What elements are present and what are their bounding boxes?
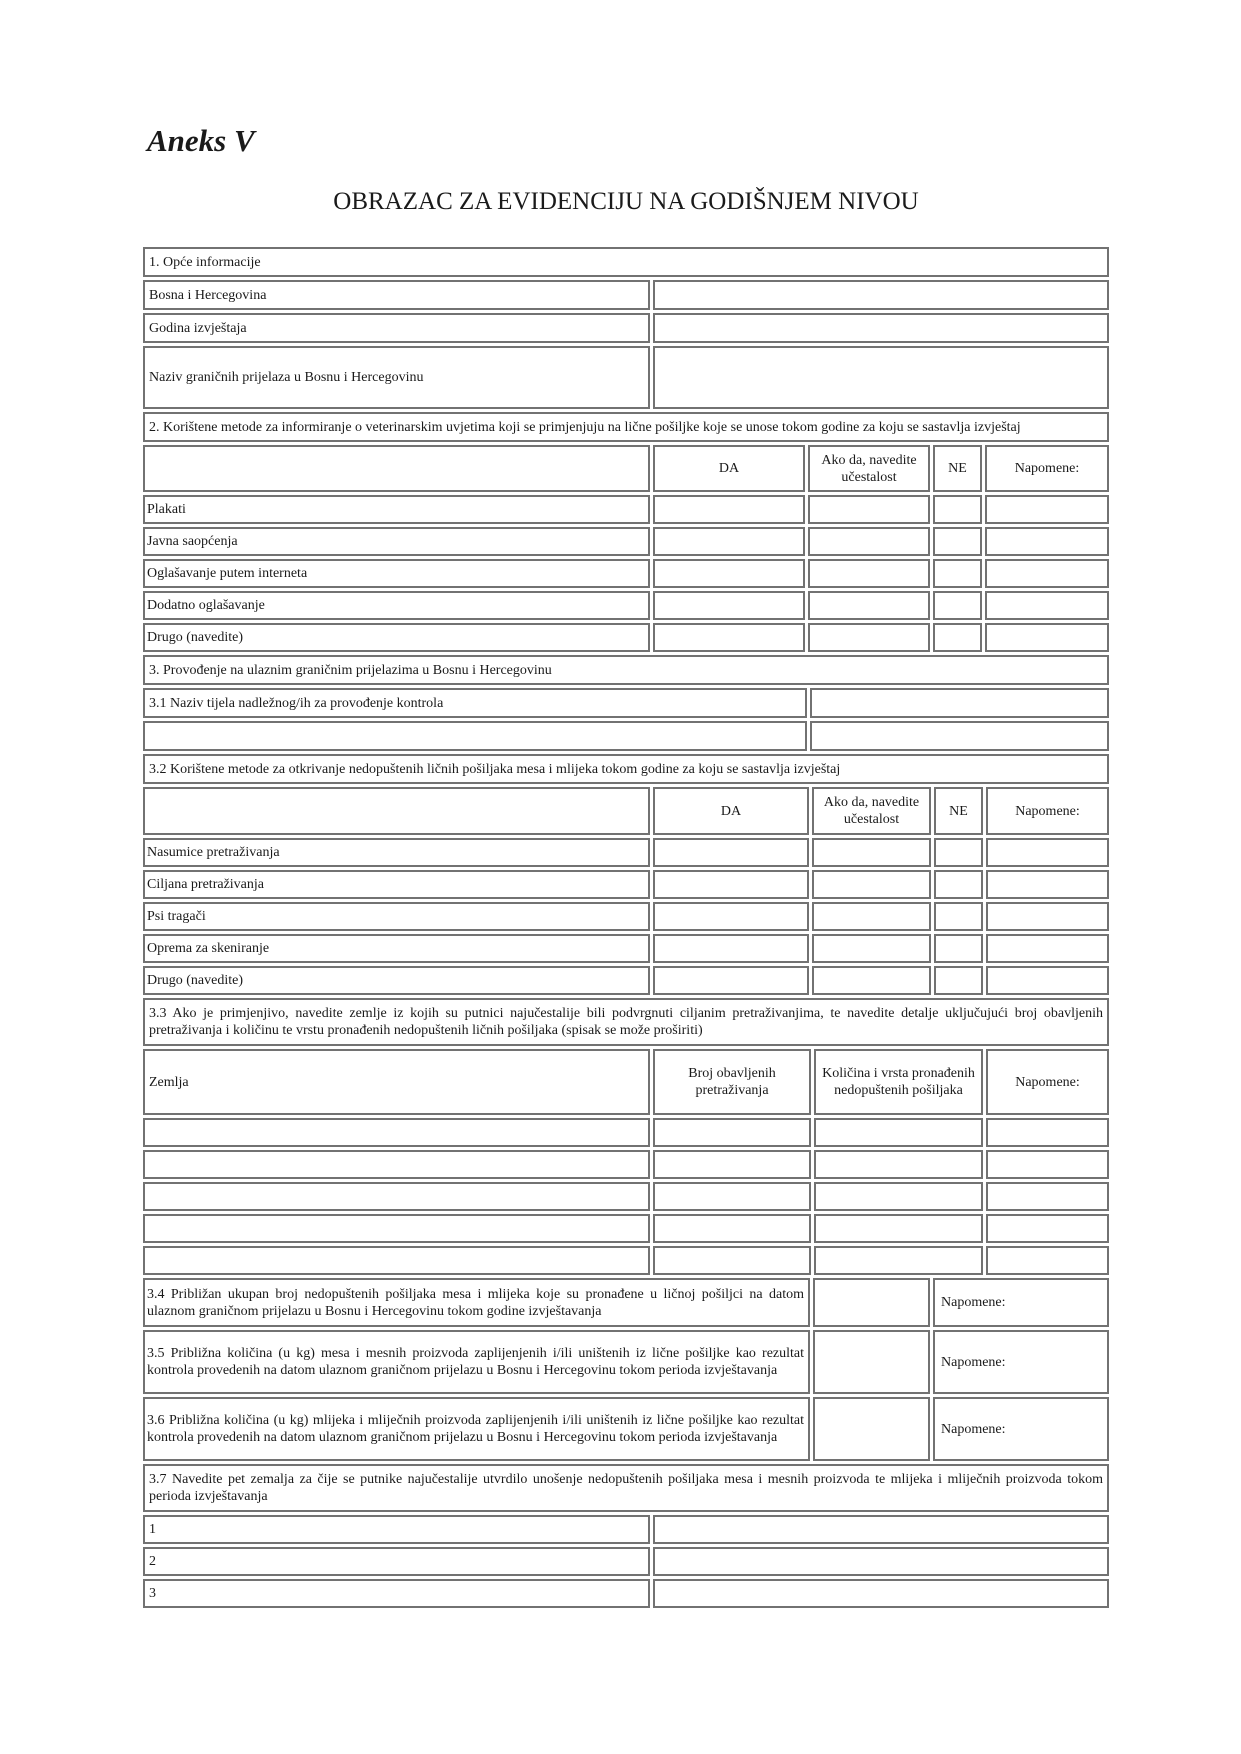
- s3-7-country-row: [143, 1515, 1109, 1544]
- s2-frequency-cell: [808, 591, 930, 620]
- report-year-row: [143, 313, 1109, 343]
- s2-no-cell: [933, 591, 982, 620]
- s2-notes-cell: [985, 527, 1109, 556]
- s3-7-rank-label: [143, 1515, 650, 1544]
- s3-3-blank-row: [143, 1118, 1109, 1147]
- border-crossings-row: [143, 346, 1109, 409]
- s2-method-text: Javna saopćenja: [147, 534, 238, 549]
- s2-header-frequency-text: Ako da, navedite učestalost: [821, 452, 917, 485]
- s3-3-heading-row: [143, 998, 1109, 1046]
- s3-2-notes-cell: [986, 966, 1109, 995]
- s3-2-method-label: [143, 902, 650, 931]
- s3-1-value-cell: [810, 688, 1109, 718]
- section-2-header-row: [143, 445, 1109, 492]
- s2-method-text: Oglašavanje putem interneta: [147, 566, 308, 581]
- s3-3-blank-row: [143, 1150, 1109, 1179]
- s3-3-header-notes: [986, 1049, 1109, 1115]
- s3-7-rank-label: [143, 1579, 650, 1608]
- s3-3-country-cell: [143, 1150, 650, 1179]
- s3-3-country-cell: [143, 1246, 650, 1275]
- s3-5-question-text: 3.5 Približna količina (u kg) mesa i mesnih proizvoda zaplijenjenih i/ili uništenih iz lične pošiljke kao rezultat kontrola provedenih na datom ulaznom graničnom prijelazu u Bosnu i Hercegovinu tokom perioda izvještavanja: [147, 1346, 804, 1378]
- report-year-value-cell: [653, 313, 1109, 343]
- s3-2-yes-cell: [653, 902, 809, 931]
- s2-method-text: Dodatno oglašavanje: [147, 598, 265, 613]
- s3-3-quantity-cell: [814, 1150, 983, 1179]
- s3-2-yes-cell: [653, 838, 809, 867]
- s3-2-method-row: [143, 966, 1109, 995]
- s2-method-text: Plakati: [147, 502, 186, 517]
- s3-2-header-blank: [143, 787, 650, 835]
- s3-1-blank-row: [143, 721, 1109, 751]
- evidence-form-table: [143, 247, 1109, 1608]
- border-crossings-label-text: Naziv graničnih prijelaza u Bosnu i Hercegovinu: [149, 370, 424, 385]
- s3-2-method-row: [143, 870, 1109, 899]
- s3-1-row: [143, 688, 1109, 718]
- section-3-heading-row: [143, 655, 1109, 685]
- s2-method-row: [143, 591, 1109, 620]
- s3-2-method-row: [143, 902, 1109, 931]
- s3-2-no-cell: [934, 838, 983, 867]
- country-value-cell: [653, 280, 1109, 310]
- s3-7-heading: [143, 1464, 1109, 1512]
- border-crossings-label: [143, 346, 650, 409]
- s2-frequency-cell: [808, 623, 930, 652]
- s2-no-cell: [933, 623, 982, 652]
- s3-3-header-searches-text: Broj obavljenih pretraživanja: [688, 1066, 776, 1098]
- s2-header-notes-text: Napomene:: [1014, 461, 1080, 476]
- s3-6-notes: [933, 1397, 1109, 1461]
- s3-3-notes-cell: [986, 1182, 1109, 1211]
- s3-3-searches-cell: [653, 1150, 811, 1179]
- s3-2-notes-cell: [986, 838, 1109, 867]
- section-2-heading: [143, 412, 1109, 442]
- s3-2-yes-cell: [653, 934, 809, 963]
- s2-header-blank: [143, 445, 650, 492]
- s3-7-rank-text: 2: [149, 1554, 156, 1569]
- s2-method-row: [143, 527, 1109, 556]
- s3-3-quantity-cell: [814, 1118, 983, 1147]
- section-1-heading-text: 1. Opće informacije: [149, 254, 261, 270]
- s3-3-header-quantity: [814, 1049, 983, 1115]
- s3-2-heading-text: 3.2 Korištene metode za otkrivanje nedopuštenih ličnih pošiljaka mesa i mlijeka tokom godine za koju se sastavlja izvještaj: [149, 761, 841, 777]
- section-2-heading-text: 2. Korištene metode za informiranje o veterinarskim uvjetima koji se primjenjuju na lične pošiljke koje se unose tokom godine za koju se sastavlja izvještaj: [149, 419, 1021, 435]
- annex-label: Aneks V: [147, 123, 255, 158]
- s3-7-rank-label: [143, 1547, 650, 1576]
- s3-6-row: [143, 1397, 1109, 1461]
- s2-method-row: [143, 623, 1109, 652]
- s3-5-question: [143, 1330, 810, 1394]
- s3-2-yes-cell: [653, 870, 809, 899]
- s3-2-header-notes: [986, 787, 1109, 835]
- s3-2-frequency-cell: [812, 934, 931, 963]
- s3-7-country-cell: [653, 1515, 1109, 1544]
- section-3-heading: [143, 655, 1109, 685]
- s3-2-method-text: Nasumice pretraživanja: [147, 845, 280, 860]
- s3-2-no-cell: [934, 902, 983, 931]
- s3-7-country-cell: [653, 1547, 1109, 1576]
- s3-3-country-cell: [143, 1118, 650, 1147]
- s3-2-heading: [143, 754, 1109, 784]
- s2-method-row: [143, 495, 1109, 524]
- s2-no-cell: [933, 559, 982, 588]
- s3-6-question: [143, 1397, 810, 1461]
- s3-2-method-row: [143, 838, 1109, 867]
- s2-yes-cell: [653, 495, 805, 524]
- s3-2-frequency-cell: [812, 966, 931, 995]
- country-row: [143, 280, 1109, 310]
- s3-4-question-text: 3.4 Približan ukupan broj nedopuštenih pošiljaka mesa i mlijeka koje su pronađene u ličnoj pošiljci na datom ulaznom graničnom prijelazu u Bosnu i Hercegovinu tokom godine izvještavanja: [147, 1286, 804, 1319]
- s2-header-no: [933, 445, 982, 492]
- s3-3-searches-cell: [653, 1118, 811, 1147]
- country-label: [143, 280, 650, 310]
- s2-frequency-cell: [808, 527, 930, 556]
- s3-2-method-text: Oprema za skeniranje: [147, 941, 270, 956]
- s2-notes-cell: [985, 495, 1109, 524]
- s3-6-notes-text: Napomene:: [941, 1421, 1006, 1437]
- s3-4-notes-text: Napomene:: [941, 1295, 1006, 1310]
- s3-2-header-no-text: NE: [949, 803, 968, 819]
- s3-1-label: [143, 688, 807, 718]
- section-1-heading: [143, 247, 1109, 277]
- s3-3-header-notes-text: Napomene:: [1015, 1074, 1080, 1090]
- country-label-text: Bosna i Hercegovina: [149, 287, 267, 303]
- s3-7-rank-text: 1: [149, 1522, 156, 1537]
- report-year-label-text: Godina izvještaja: [149, 320, 247, 336]
- section-2-heading-row: [143, 412, 1109, 442]
- s3-3-notes-cell: [986, 1118, 1109, 1147]
- s3-4-notes: [933, 1278, 1109, 1327]
- s3-5-answer-cell: [813, 1330, 930, 1394]
- s3-1-label-text: 3.1 Naziv tijela nadležnog/ih za provođenje kontrola: [149, 695, 444, 711]
- section-3-heading-text: 3. Provođenje na ulaznim graničnim prijelazima u Bosnu i Hercegovinu: [149, 662, 552, 678]
- s2-notes-cell: [985, 591, 1109, 620]
- s2-frequency-cell: [808, 559, 930, 588]
- s3-3-blank-row: [143, 1182, 1109, 1211]
- s3-3-country-cell: [143, 1214, 650, 1243]
- s3-2-method-text: Drugo (navedite): [147, 973, 244, 988]
- s3-7-heading-text: 3.7 Navedite pet zemalja za čije se putnike najučestalije utvrdilo unošenje nedopuštenih pošiljaka mesa i mesnih proizvoda te mlijeka i mliječnih proizvoda tokom perioda izvještavanja: [149, 1472, 1103, 1504]
- s2-method-row: [143, 559, 1109, 588]
- s3-3-notes-cell: [986, 1150, 1109, 1179]
- s3-3-header-country-text: Zemlja: [149, 1074, 189, 1090]
- s3-2-header-frequency-text: Ako da, navedite učestalost: [823, 795, 920, 827]
- form-title: OBRAZAC ZA EVIDENCIJU NA GODIŠNJEM NIVOU: [333, 188, 919, 215]
- s3-2-notes-cell: [986, 934, 1109, 963]
- s2-yes-cell: [653, 591, 805, 620]
- s3-6-answer-cell: [813, 1397, 930, 1461]
- s3-2-method-text: Ciljana pretraživanja: [147, 877, 264, 892]
- s3-2-frequency-cell: [812, 838, 931, 867]
- s3-7-heading-row: [143, 1464, 1109, 1512]
- s2-header-yes: [653, 445, 805, 492]
- s3-2-method-label: [143, 966, 650, 995]
- s3-3-quantity-cell: [814, 1246, 983, 1275]
- s3-5-row: [143, 1330, 1109, 1394]
- s3-3-header-searches: [653, 1049, 811, 1115]
- s2-notes-cell: [985, 623, 1109, 652]
- s2-header-yes-text: DA: [718, 461, 740, 476]
- s3-3-searches-cell: [653, 1246, 811, 1275]
- s3-3-blank-row: [143, 1246, 1109, 1275]
- s3-2-header-yes: [653, 787, 809, 835]
- s3-3-header-quantity-text: Količina i vrsta pronađenih nedopuštenih pošiljaka: [822, 1066, 975, 1098]
- s3-3-notes-cell: [986, 1214, 1109, 1243]
- s2-no-cell: [933, 527, 982, 556]
- s3-2-frequency-cell: [812, 902, 931, 931]
- s3-2-method-text: Psi tragači: [147, 909, 206, 924]
- s2-header-frequency: [808, 445, 930, 492]
- s3-2-no-cell: [934, 966, 983, 995]
- s3-3-notes-cell: [986, 1246, 1109, 1275]
- s3-6-question-text: 3.6 Približna količina (u kg) mlijeka i mliječnih proizvoda zaplijenjenih i/ili uništenih iz lične pošiljke kao rezultat kontrola provedenih na datom ulaznom graničnom prijelazu u Bosnu i Hercegovinu tokom perioda izvještavanja: [147, 1413, 804, 1445]
- s3-2-yes-cell: [653, 966, 809, 995]
- s2-header-notes: [985, 445, 1109, 492]
- section-1-heading-row: [143, 247, 1109, 277]
- s2-frequency-cell: [808, 495, 930, 524]
- s3-5-notes: [933, 1330, 1109, 1394]
- s3-2-method-label: [143, 870, 650, 899]
- s3-4-answer-cell: [813, 1278, 930, 1327]
- border-crossings-value-cell: [653, 346, 1109, 409]
- s2-method-label: [143, 559, 650, 588]
- s3-2-method-label: [143, 934, 650, 963]
- s3-3-header-country: [143, 1049, 650, 1115]
- s3-7-rank-text: 3: [149, 1586, 156, 1601]
- s2-yes-cell: [653, 559, 805, 588]
- s3-2-no-cell: [934, 870, 983, 899]
- s3-3-header-row: [143, 1049, 1109, 1115]
- s2-header-no-text: NE: [948, 461, 967, 476]
- s3-2-header-row: [143, 787, 1109, 835]
- s2-method-label: [143, 527, 650, 556]
- s3-2-method-row: [143, 934, 1109, 963]
- s3-3-blank-row: [143, 1214, 1109, 1243]
- s2-method-label: [143, 591, 650, 620]
- s3-7-country-row: [143, 1547, 1109, 1576]
- s3-3-quantity-cell: [814, 1214, 983, 1243]
- s3-2-notes-cell: [986, 902, 1109, 931]
- s3-7-country-cell: [653, 1579, 1109, 1608]
- s2-method-label: [143, 495, 650, 524]
- s3-2-header-no: [934, 787, 983, 835]
- s2-notes-cell: [985, 559, 1109, 588]
- s3-3-quantity-cell: [814, 1182, 983, 1211]
- s2-yes-cell: [653, 623, 805, 652]
- s3-1-blank-value-cell: [810, 721, 1109, 751]
- s3-4-row: [143, 1278, 1109, 1327]
- s3-3-heading: [143, 998, 1109, 1046]
- s2-method-label: [143, 623, 650, 652]
- s3-5-notes-text: Napomene:: [941, 1354, 1006, 1370]
- s3-4-question: [143, 1278, 810, 1327]
- s3-2-heading-row: [143, 754, 1109, 784]
- s3-2-frequency-cell: [812, 870, 931, 899]
- report-year-label: [143, 313, 650, 343]
- s3-2-header-frequency: [812, 787, 931, 835]
- s3-3-searches-cell: [653, 1214, 811, 1243]
- s2-yes-cell: [653, 527, 805, 556]
- s3-2-header-notes-text: Napomene:: [1015, 803, 1080, 819]
- s3-3-country-cell: [143, 1182, 650, 1211]
- s3-2-notes-cell: [986, 870, 1109, 899]
- s2-no-cell: [933, 495, 982, 524]
- s3-2-no-cell: [934, 934, 983, 963]
- s3-2-method-label: [143, 838, 650, 867]
- s2-method-text: Drugo (navedite): [147, 630, 244, 645]
- s3-3-heading-text: 3.3 Ako je primjenjivo, navedite zemlje iz kojih su putnici najučestalije bili podvrgnuti ciljanim pretraživanjima, te navedite detalje uključujući broj obavljenih pretraživanja i količinu te vrstu pronađenih nedopuštenih ličnih pošiljaka (spisak se može proširiti): [149, 1006, 1103, 1038]
- s3-1-blank-cell: [143, 721, 807, 751]
- s3-7-country-row: [143, 1579, 1109, 1608]
- s3-3-searches-cell: [653, 1182, 811, 1211]
- s3-2-header-yes-text: DA: [720, 803, 742, 819]
